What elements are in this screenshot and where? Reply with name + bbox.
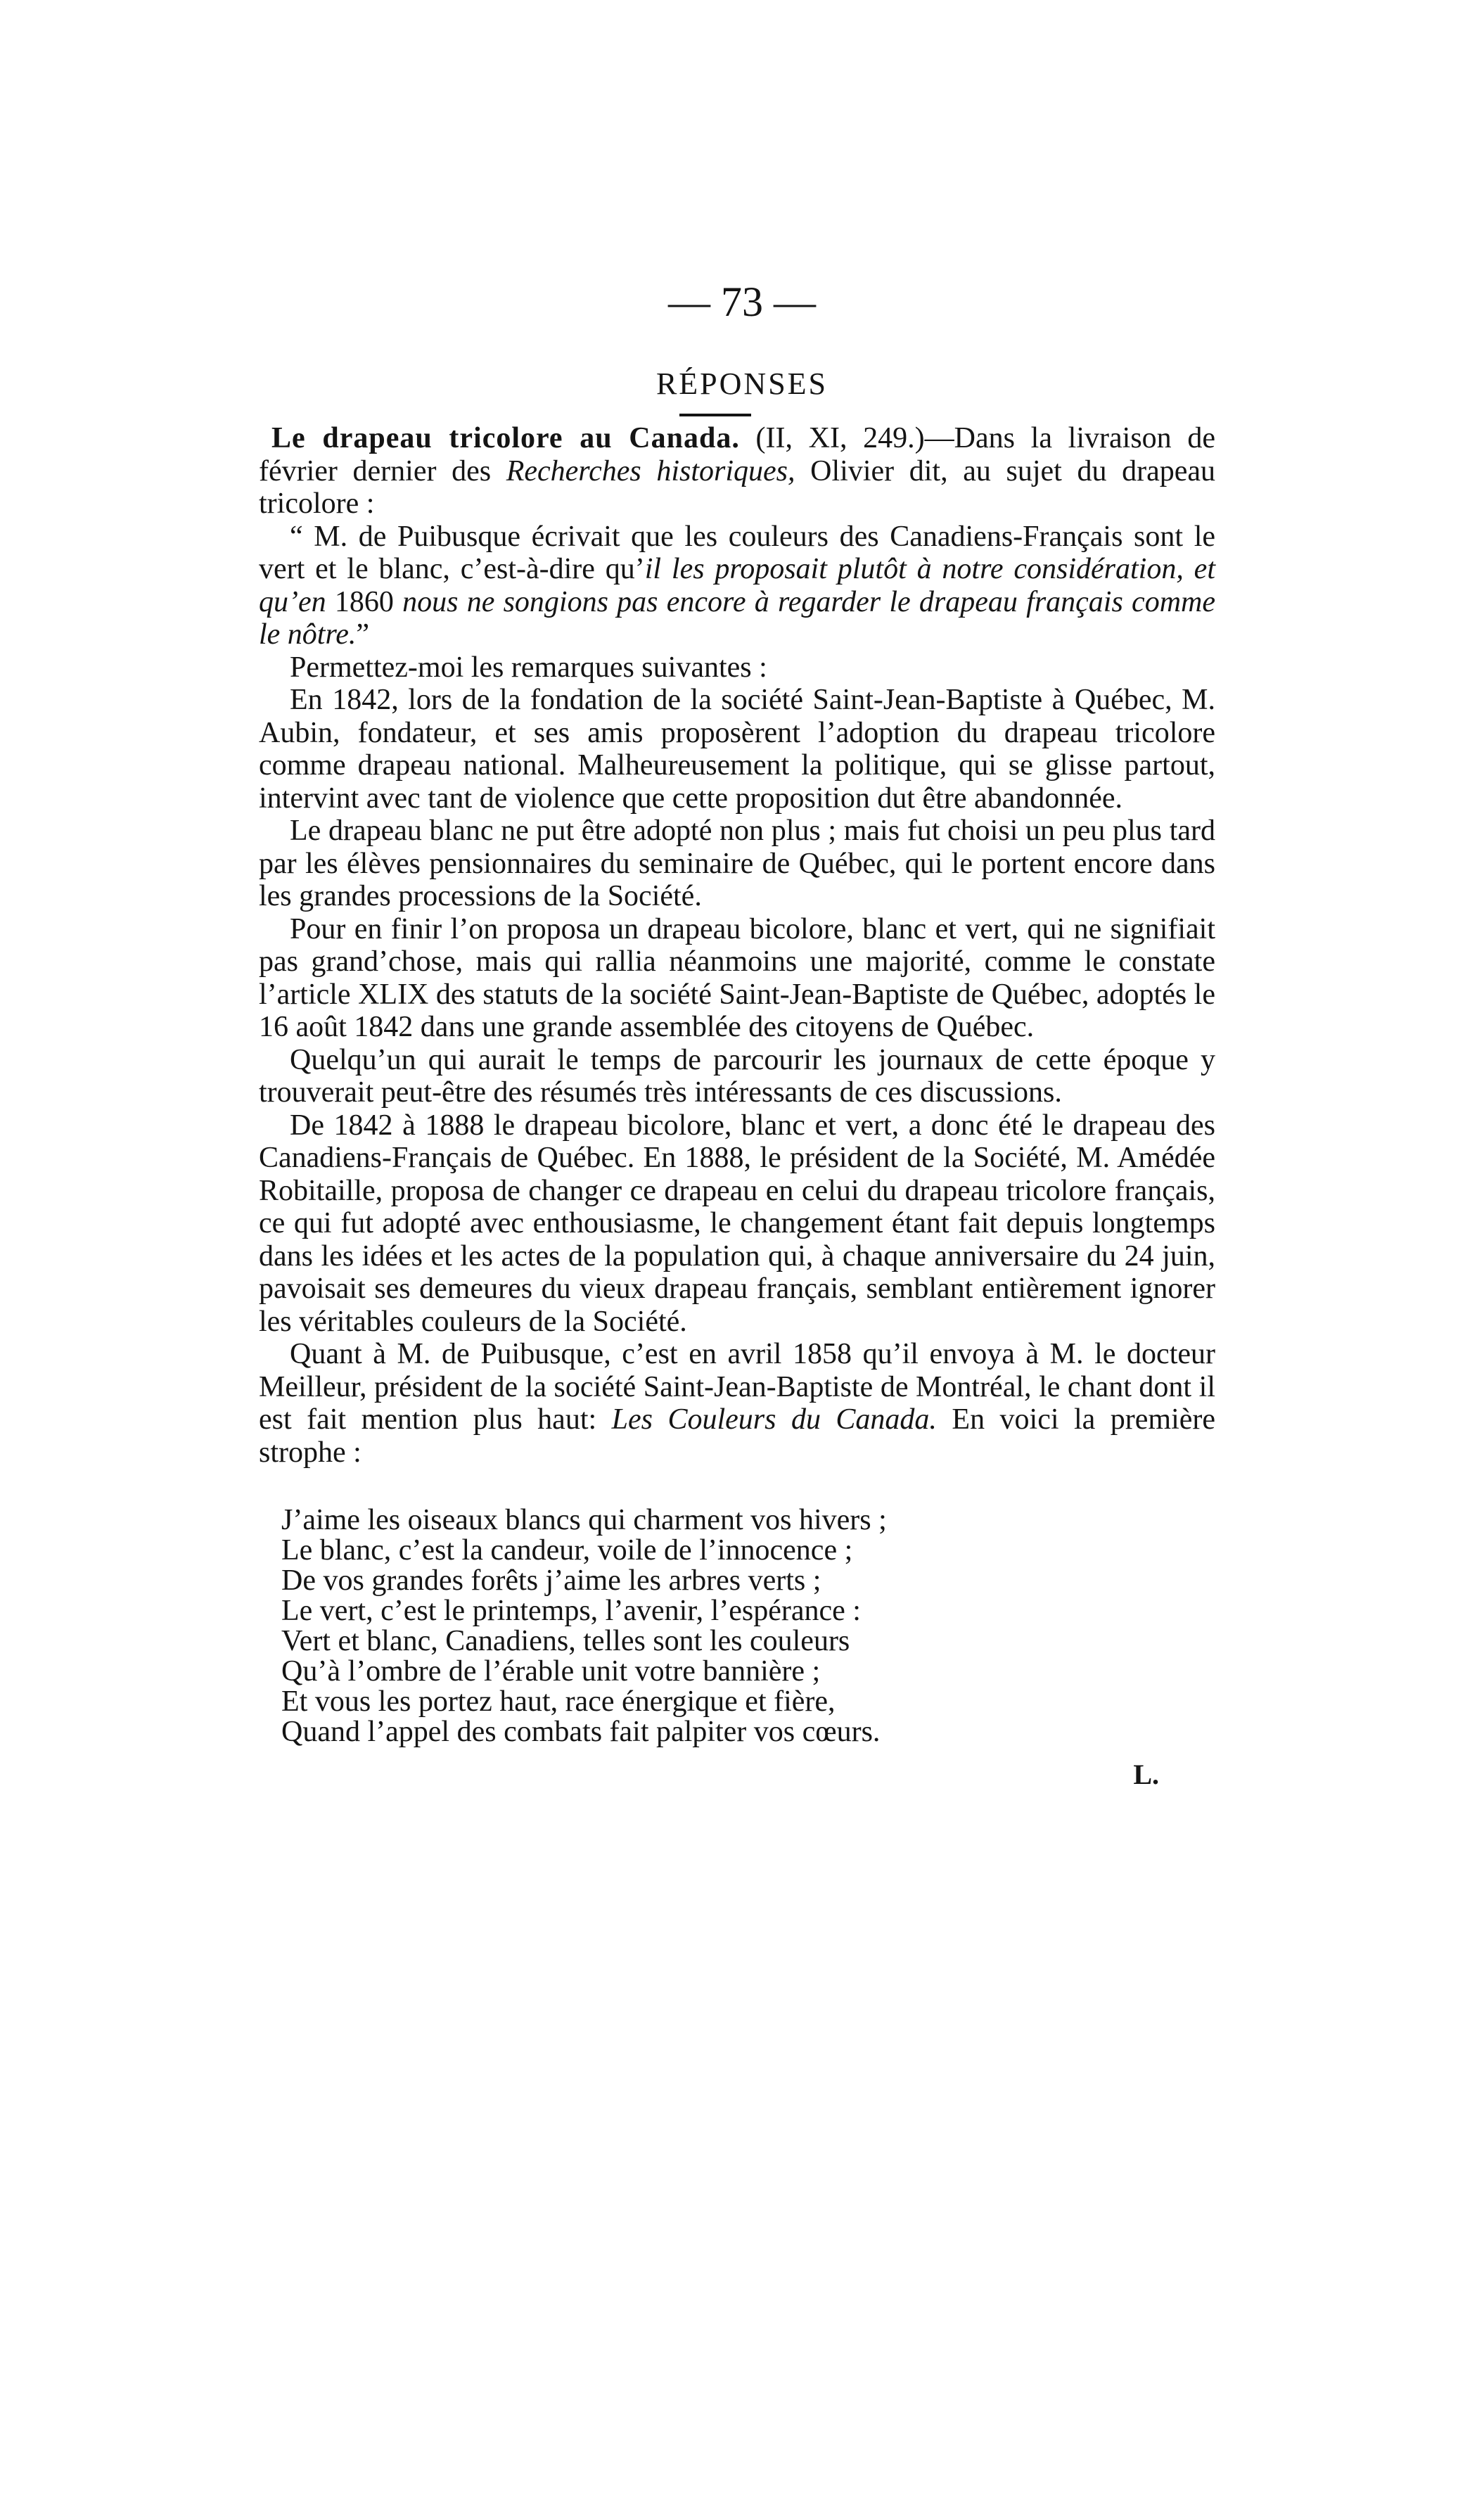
body-text [259, 422, 1215, 1792]
signature: L. [1133, 1759, 1159, 1790]
poem-line: De vos grandes forêts j’aime les arbres verts ; [281, 1564, 821, 1597]
poem-line: Qu’à l’ombre de l’érable unit votre bannière ; [281, 1655, 821, 1688]
paragraph-5: Quelqu’un qui aurait le temps de parcourir les journaux de cette époque y trouverait peut-être des résumés très intéressants de ces discussions. [259, 1043, 1215, 1109]
poem-stanza [281, 1505, 1215, 1747]
song-title: Les Couleurs du Canada. [611, 1403, 937, 1436]
paragraph-7 [259, 1338, 1215, 1469]
quote-text-b: il les proposait plutôt à notre considération, et qu’en [259, 553, 1215, 618]
quote-paragraph [259, 521, 1215, 651]
quote-text-c: 1860 [326, 585, 403, 618]
paragraph-7-c: En voici la première strophe : [259, 1403, 1216, 1469]
paragraph-2: En 1842, lors de la fondation de la société Saint-Jean-Baptiste à Québec, M. Aubin, fondateur, et ses amis proposèrent l’adoption du drapeau tricolore comme drapeau national. Malheureusement la politique, qui se glisse partout, intervint avec tant de violence que cette proposition dut être abandonnée. [259, 684, 1215, 815]
quote-text-d: nous ne songions pas encore à regarder le drapeau français comme le nôtre. [259, 585, 1216, 651]
entry-paragraph [259, 422, 1215, 521]
journal-title: Recherches historiques, [506, 454, 795, 487]
paragraph-3: Le drapeau blanc ne put être adopté non plus ; mais fut choisi un peu plus tard par les élèves pensionnaires du seminaire de Québec, qui le portent encore dans les grandes processions de la Société. [259, 815, 1215, 912]
entry-title: Le drapeau tricolore au Canada. [271, 422, 740, 454]
poem-line: Quand l’appel des combats fait palpiter vos cœurs. [281, 1716, 881, 1748]
poem-line: Vert et blanc, Canadiens, telles sont les couleurs [281, 1625, 850, 1657]
entry-ref: (II, XI, 249.)—Dans la livraison de février dernier des [259, 422, 1215, 487]
poem-line: Le vert, c’est le printemps, l’avenir, l’espérance : [281, 1595, 861, 1627]
page-number: — 73 — [668, 279, 816, 325]
section-title: RÉPONSES [655, 366, 829, 401]
entry-ref-tail: Olivier dit, au sujet du drapeau tricolore : [259, 454, 1215, 520]
heading-rule [679, 414, 751, 416]
poem-line: Le blanc, c’est la candeur, voile de l’innocence ; [281, 1534, 853, 1567]
paragraph-7-a: Quant à M. de Puibusque, c’est en avril 1858 qu’il envoya à M. le docteur Meilleur, président de la société Saint-Jean-Baptiste de Montréal, le chant dont il est fait mention plus haut: [259, 1338, 1215, 1436]
poem-line: Et vous les portez haut, race énergique et fière, [281, 1685, 836, 1718]
paragraph-1: Permettez-moi les remarques suivantes : [290, 651, 767, 684]
quote-text-a: “ M. de Puibusque écrivait que les couleurs des Canadiens-Français sont le vert et le blanc, c’est-à-dire qu’ [259, 520, 1215, 585]
paragraph-6: De 1842 à 1888 le drapeau bicolore, blanc et vert, a donc été le drapeau des Canadiens-Français de Québec. En 1888, le président de la Société, M. Amédée Robitaille, proposa de changer ce drapeau en celui du drapeau tricolore français, ce qui fut adopté avec enthousiasme, le changement étant fait depuis longtemps dans les idées et les actes de la population qui, à chaque anniversaire du 24 juin, pavoisait ses demeures du vieux drapeau français, semblant entièrement ignorer les véritables couleurs de la Société. [259, 1109, 1215, 1338]
poem-line: J’aime les oiseaux blancs qui charment vos hivers ; [281, 1504, 887, 1536]
quote-text-e: ” [356, 618, 370, 651]
paragraph-4: Pour en finir l’on proposa un drapeau bicolore, blanc et vert, qui ne signifiait pas grand’chose, mais qui rallia néanmoins une majorité, comme le constate l’article XLIX des statuts de la société Saint-Jean-Baptiste de Québec, adoptés le 16 août 1842 dans une grande assemblée des citoyens de Québec. [259, 912, 1215, 1043]
